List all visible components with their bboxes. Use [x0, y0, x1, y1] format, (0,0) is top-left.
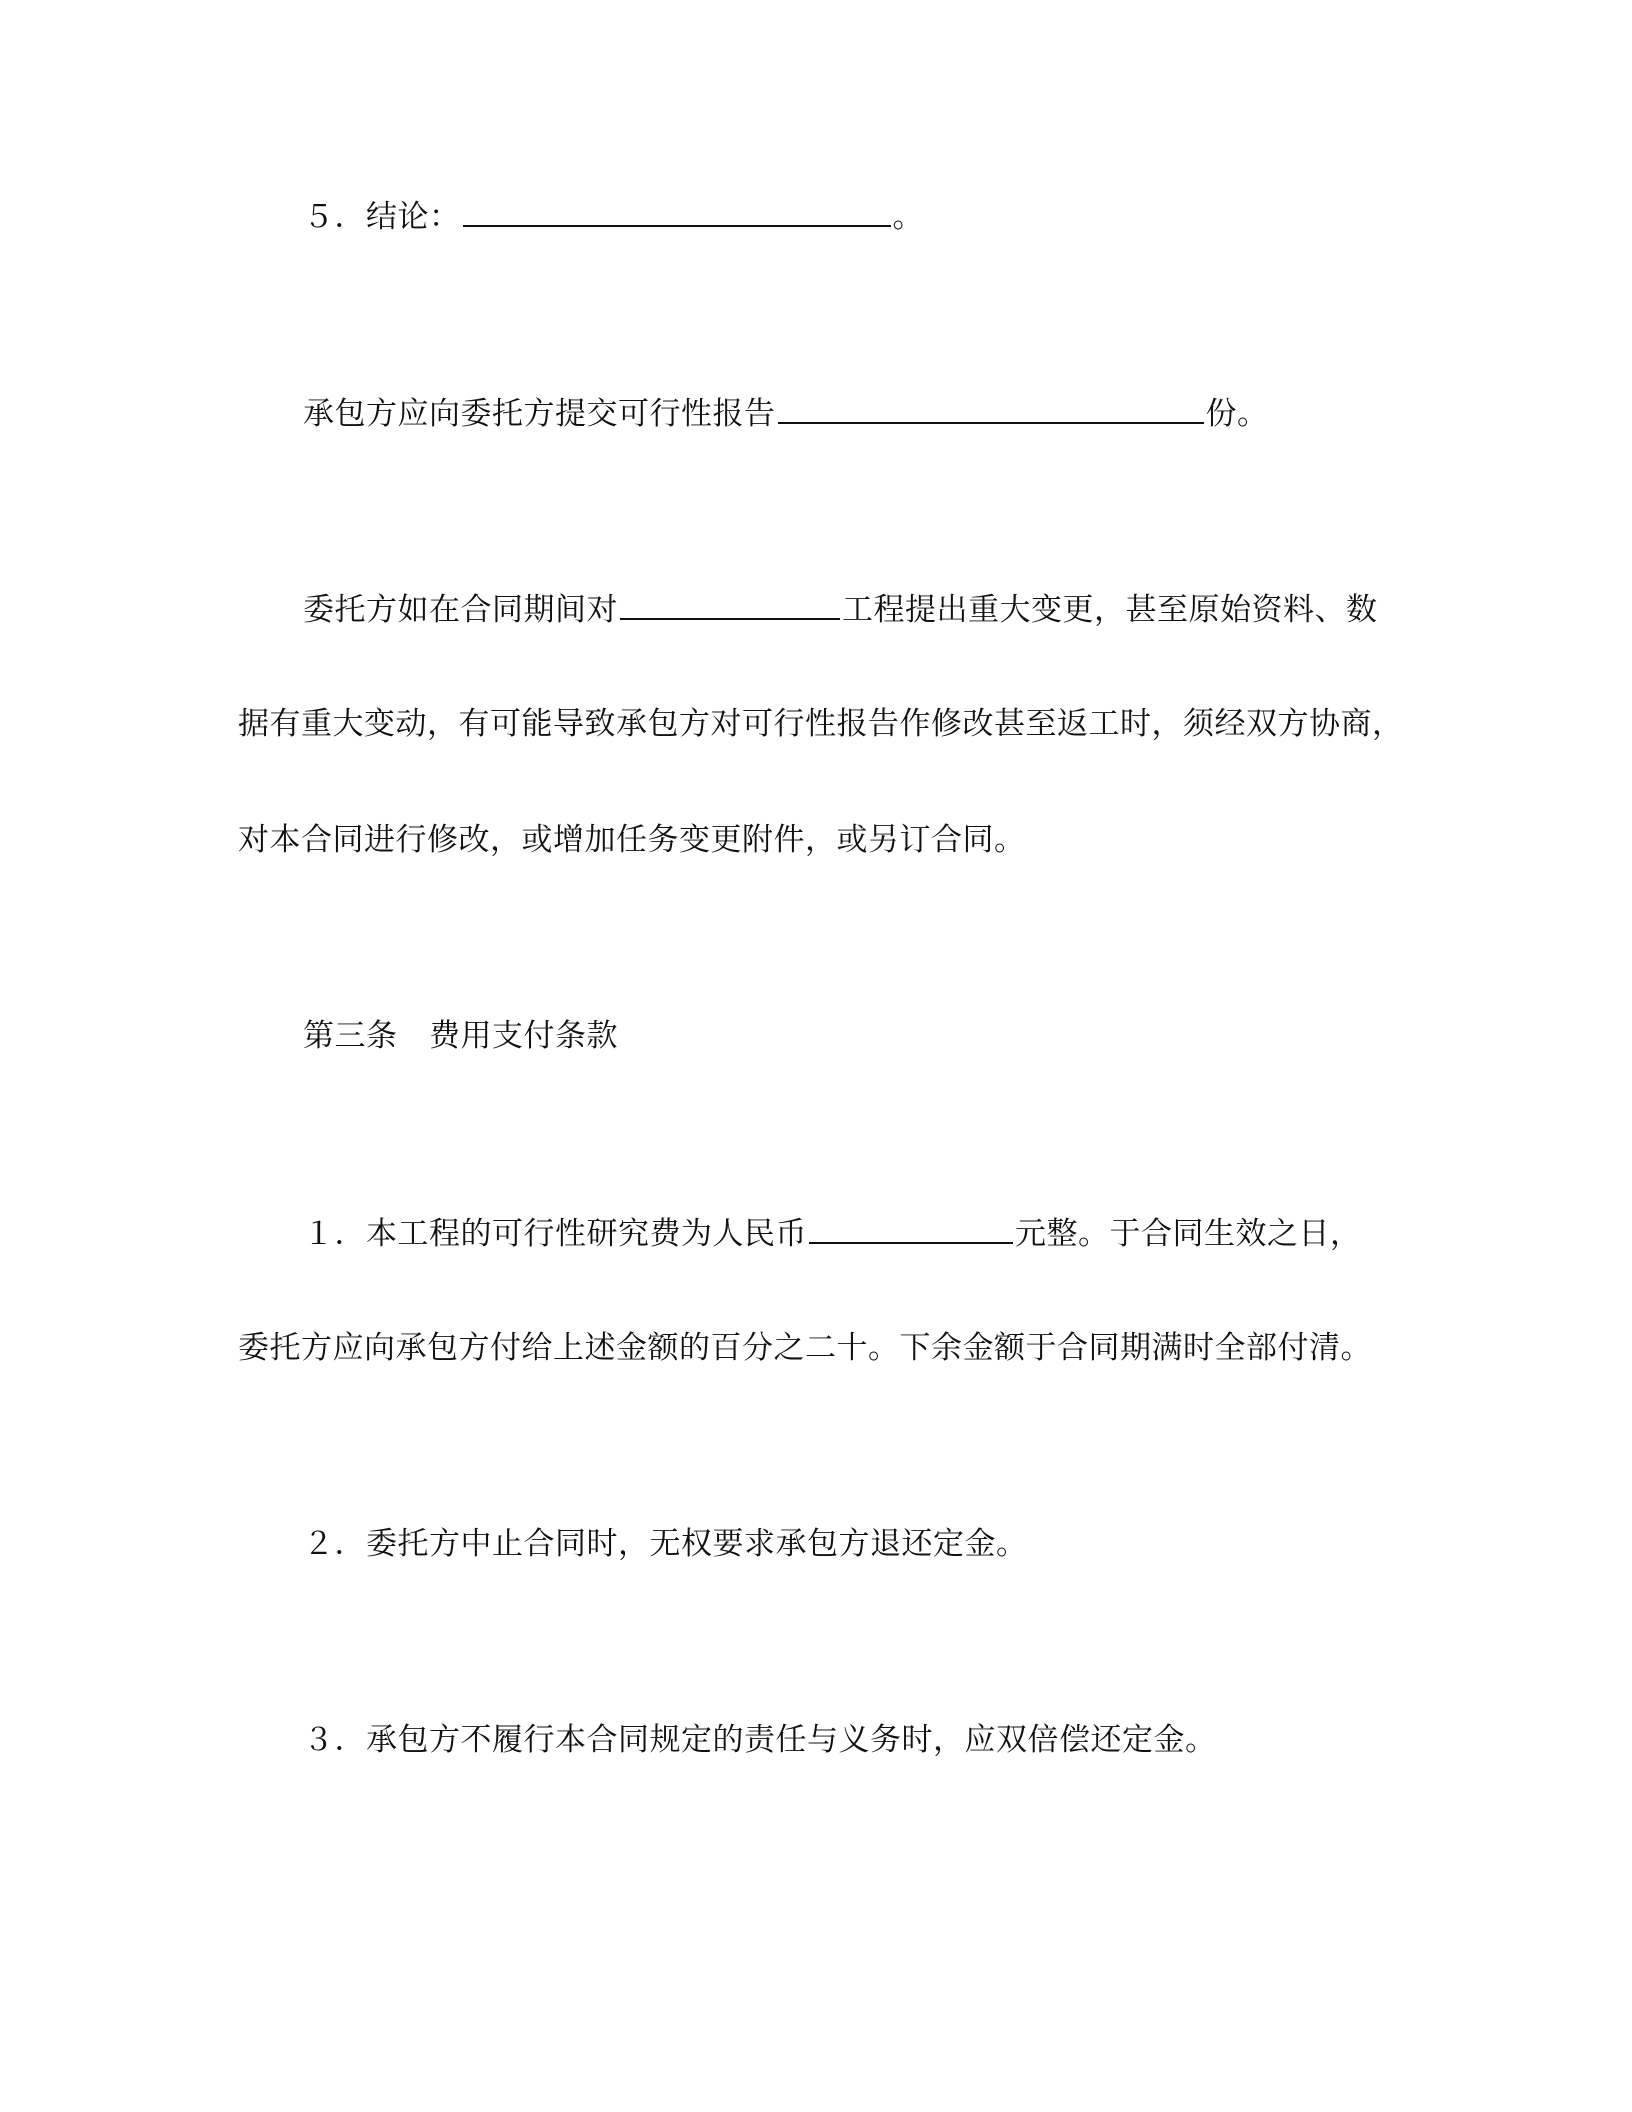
item5-prefix: ５．结论： [303, 199, 461, 235]
item5-conclusion [303, 195, 924, 237]
conclusion-blank[interactable] [463, 195, 891, 227]
article3-item1-line-2: 委托方应向承包方付给上述金额的百分之二十。下余金额于合同期满时全部付清。 [238, 1330, 1372, 1366]
item1-prefix: １．本工程的可行性研究费为人民币 [303, 1216, 807, 1252]
item5-suffix: 。 [892, 199, 924, 235]
change-clause-line-3: 对本合同进行修改，或增加任务变更附件，或另订合同。 [238, 822, 1026, 858]
project-name-blank[interactable] [620, 588, 840, 620]
report-copies-suffix: 份。 [1205, 396, 1269, 432]
copies-blank[interactable] [778, 392, 1204, 424]
change-clause-line-1 [303, 588, 1378, 630]
change-clause-suffix: 工程提出重大变更，甚至原始资料、数 [842, 592, 1378, 628]
article3-heading: 第三条 费用支付条款 [303, 1018, 618, 1054]
change-clause-prefix: 委托方如在合同期间对 [303, 592, 618, 628]
article3-item2: ２．委托方中止合同时，无权要求承包方退还定金。 [303, 1526, 1028, 1562]
change-clause-line-2: 据有重大变动，有可能导致承包方对可行性报告作修改甚至返工时，须经双方协商， [238, 706, 1404, 742]
article3-item1-line-1 [303, 1212, 1362, 1254]
article3-item3: ３．承包方不履行本合同规定的责任与义务时，应双倍偿还定金。 [303, 1722, 1217, 1758]
item1-suffix: 元整。于合同生效之日， [1015, 1216, 1362, 1252]
report-copies-prefix: 承包方应向委托方提交可行性报告 [303, 396, 776, 432]
report-copies-sentence [303, 392, 1269, 434]
fee-amount-blank[interactable] [809, 1212, 1013, 1244]
